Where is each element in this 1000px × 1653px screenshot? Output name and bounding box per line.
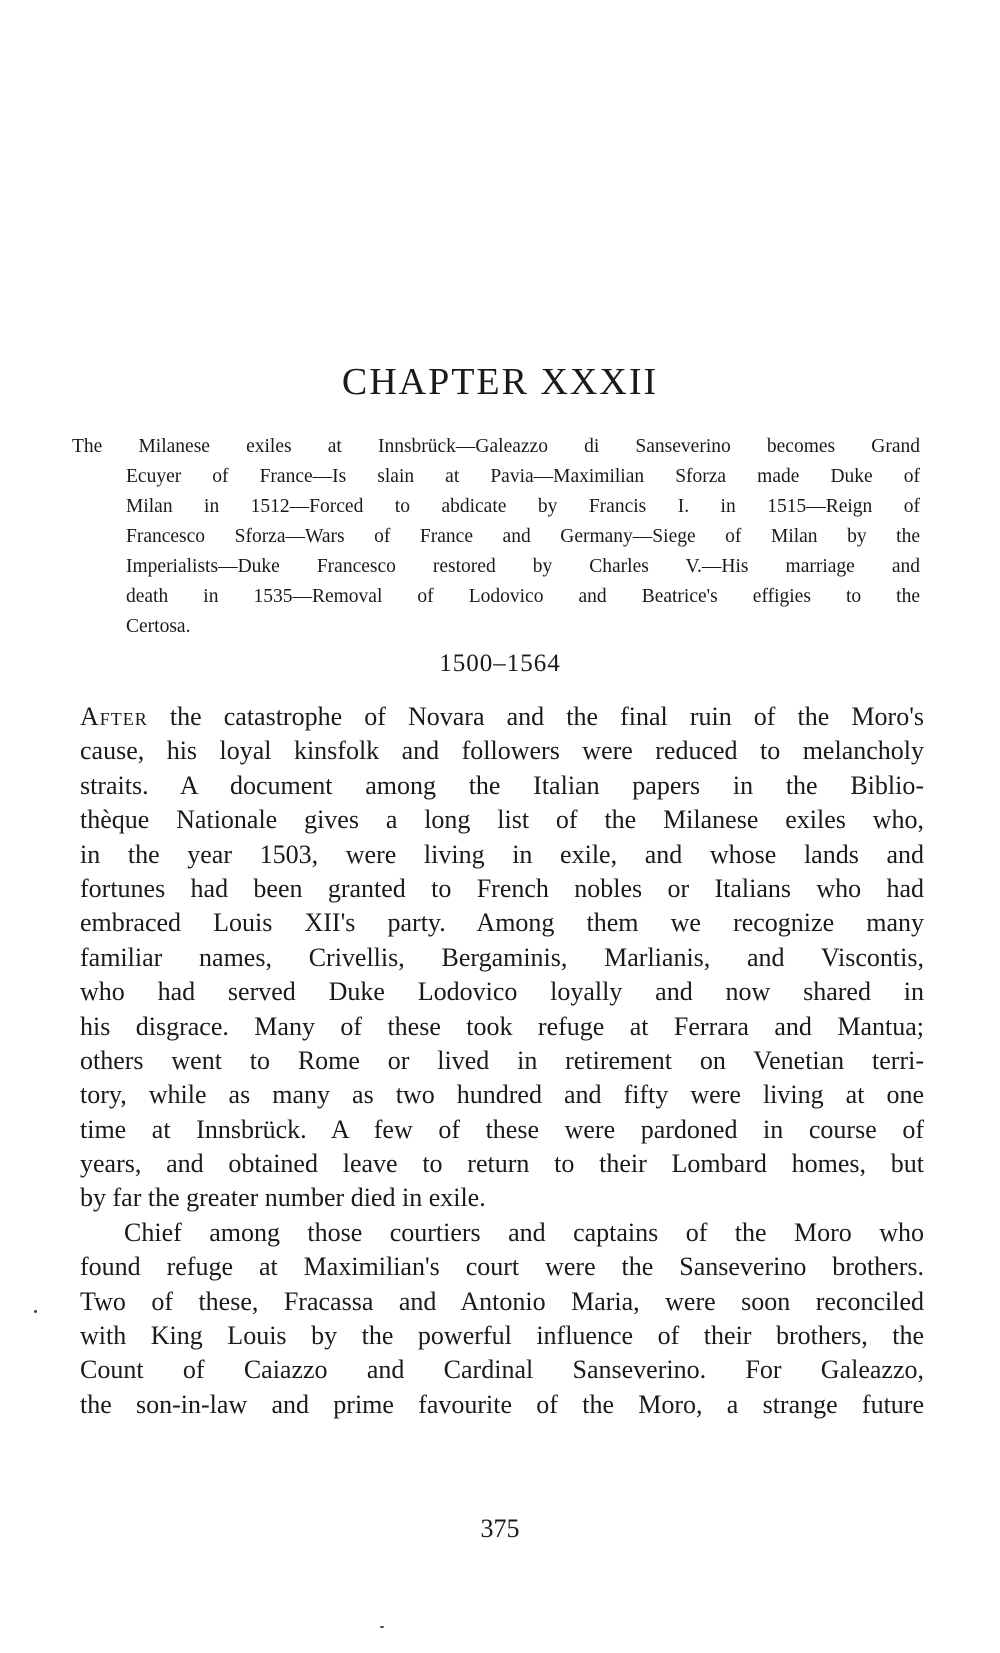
text-line: by far the greater number died in exile. xyxy=(80,1183,486,1213)
text-line: cause, his loyal kinsfolk and followers were reduced to melancholy xyxy=(80,736,924,766)
page-number: 375 xyxy=(480,1514,520,1543)
paragraph-first-line xyxy=(80,700,924,734)
text-line: others went to Rome or lived in retirement on Venetian terri- xyxy=(80,1045,924,1075)
text-line: thèque Nationale gives a long list of the Milanese exiles who, xyxy=(80,805,924,835)
synopsis-line: Milan in 1512—Forced to abdicate by Francis I. in 1515—Reign of xyxy=(126,496,920,517)
text-line: fortunes had been granted to French nobles or Italians who had xyxy=(80,873,924,903)
text-line: his disgrace. Many of these took refuge at Ferrara and Mantua; xyxy=(80,1011,924,1041)
text-line: tory, while as many as two hundred and fifty were living at one xyxy=(80,1080,924,1110)
text-line: Two of these, Fracassa and Antonio Maria, were soon reconciled xyxy=(80,1286,924,1316)
synopsis-line: Ecuyer of France—Is slain at Pavia—Maximilian Sforza made Duke of xyxy=(126,466,920,487)
print-speck xyxy=(380,1626,384,1628)
synopsis-line: The Milanese exiles at Innsbrück—Galeazzo di Sanseverino becomes Grand xyxy=(72,436,920,457)
text-line: the son-in-law and prime favourite of the Moro, a strange future xyxy=(80,1389,924,1419)
text-line: who had served Duke Lodovico loyally and now shared in xyxy=(80,977,924,1007)
text-line: embraced Louis XII's party. Among them we recognize many xyxy=(80,908,924,938)
text-line: Count of Caiazzo and Cardinal Sanseverino. For Galeazzo, xyxy=(80,1355,924,1385)
synopsis-line: Certosa. xyxy=(126,616,191,637)
date-range: 1500–1564 xyxy=(439,650,561,677)
text-line: found refuge at Maximilian's court were the Sanseverino brothers. xyxy=(80,1252,924,1282)
text-line: familiar names, Crivellis, Bergaminis, Marlianis, and Viscontis, xyxy=(80,942,924,972)
body-text xyxy=(80,700,924,1422)
synopsis-line: death in 1535—Removal of Lodovico and Beatrice's effigies to the xyxy=(126,586,920,607)
synopsis-line: Imperialists—Duke Francesco restored by Charles V.—His marriage and xyxy=(126,556,920,577)
text-line: Chief among those courtiers and captains of the Moro who xyxy=(124,1217,924,1247)
synopsis-line: Francesco Sforza—Wars of France and Germany—Siege of Milan by the xyxy=(126,526,920,547)
lead-word: After xyxy=(80,702,148,731)
text-line: years, and obtained leave to return to their Lombard homes, but xyxy=(80,1149,924,1179)
text-line: in the year 1503, were living in exile, and whose lands and xyxy=(80,839,924,869)
chapter-synopsis xyxy=(72,432,920,642)
print-speck xyxy=(34,1310,37,1313)
text-line: straits. A document among the Italian papers in the Biblio- xyxy=(80,770,924,800)
text-line: time at Innsbrück. A few of these were pardoned in course of xyxy=(80,1114,924,1144)
chapter-title: CHAPTER XXXII xyxy=(341,361,659,403)
first-line-rest: the catastrophe of Novara and the final ruin of the Moro's xyxy=(147,702,924,731)
text-line: with King Louis by the powerful influence of their brothers, the xyxy=(80,1321,924,1351)
